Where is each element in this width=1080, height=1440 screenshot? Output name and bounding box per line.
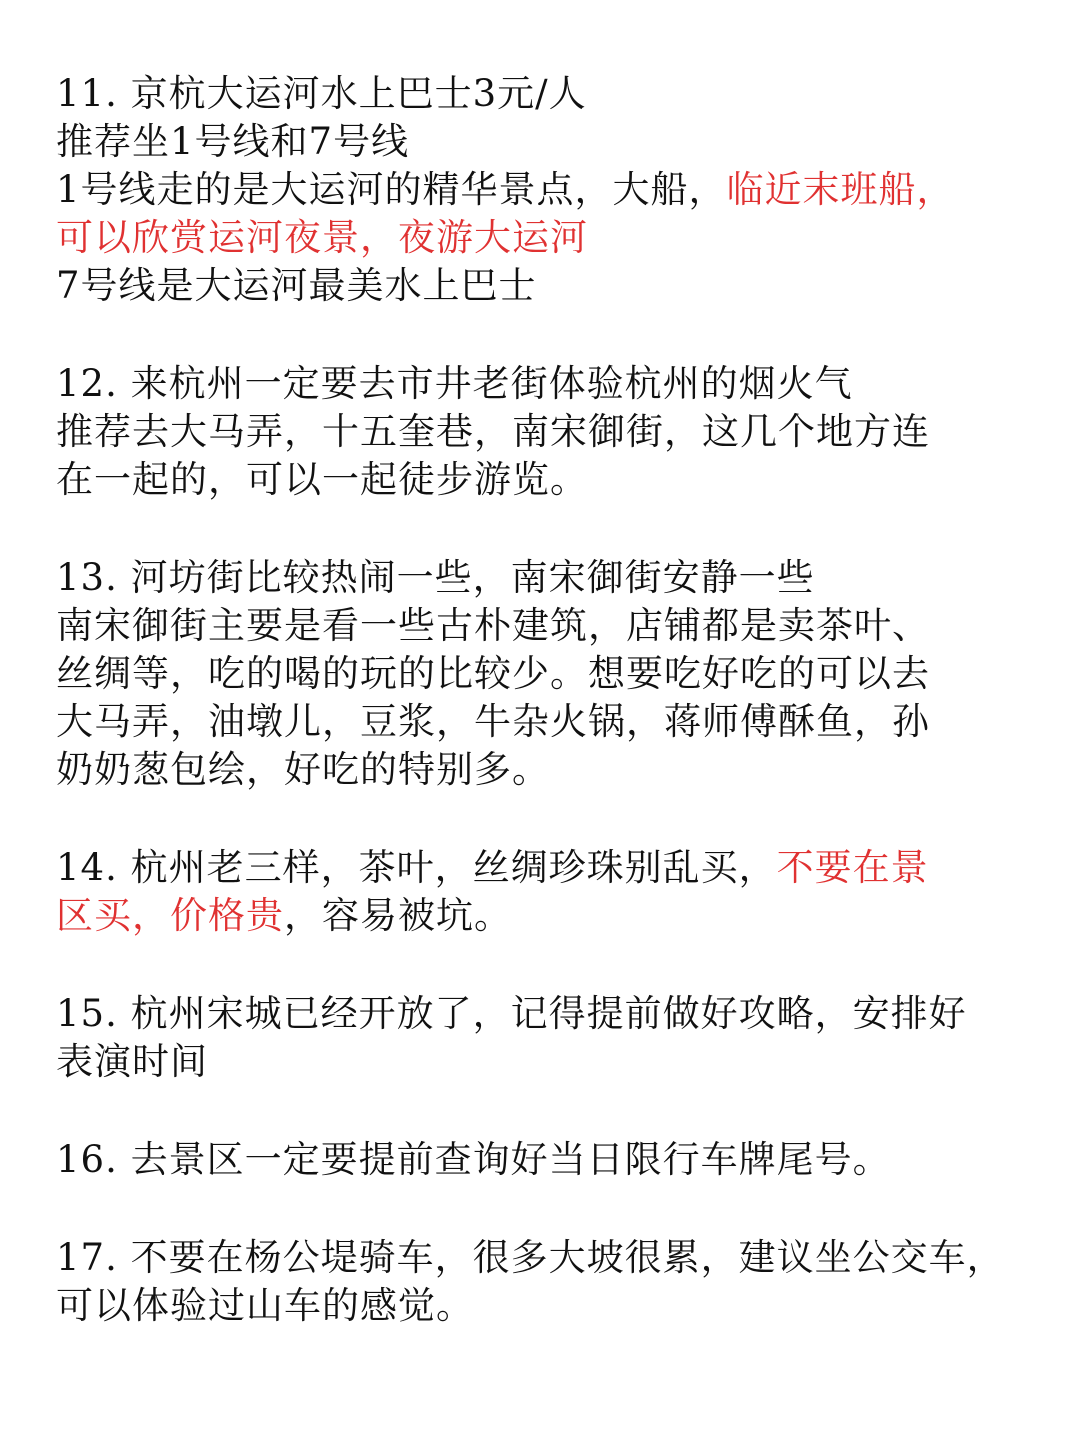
text-line [56,650,1046,698]
text-line [56,1234,1046,1282]
text-line [56,698,1046,746]
text-line [56,844,1046,892]
document-body [56,70,1046,1380]
body-text: 表演时间 [56,1040,208,1083]
tip-paragraph [56,844,1046,940]
body-text: 推荐坐1号线和7号线 [56,120,410,163]
body-text: 11. 京杭大运河水上巴士3元/人 [56,72,587,115]
highlight-text: 区买，价格贵 [56,894,284,937]
body-text: 大马弄，油墩儿，豆浆，牛杂火锅，蒋师傅酥鱼，孙 [56,700,930,743]
text-line [56,554,1046,602]
body-text: ，容易被坑。 [284,894,512,937]
text-line [56,360,1046,408]
text-line [56,456,1046,504]
body-text: 15. 杭州宋城已经开放了，记得提前做好攻略，安排好 [56,992,967,1035]
body-text: 16. 去景区一定要提前查询好当日限行车牌尾号。 [56,1138,891,1181]
body-text: 奶奶葱包绘，好吃的特别多。 [56,748,550,791]
text-line [56,408,1046,456]
tip-paragraph [56,360,1046,504]
text-line [56,118,1046,166]
tip-paragraph [56,990,1046,1086]
body-text: 可以体验过山车的感觉。 [56,1284,474,1327]
body-text: 12. 来杭州一定要去市井老街体验杭州的烟火气 [56,362,853,405]
highlight-text: 不要在景 [776,846,929,889]
tip-paragraph [56,1136,1046,1184]
text-line [56,892,1046,940]
body-text: 丝绸等，吃的喝的玩的比较少。想要吃好吃的可以去 [56,652,930,695]
text-line [56,602,1046,650]
text-line [56,990,1046,1038]
body-text: 南宋御街主要是看一些古朴建筑，店铺都是卖茶叶、 [56,604,930,647]
text-line [56,262,1046,310]
tip-paragraph [56,1234,1046,1330]
body-text: 13. 河坊街比较热闹一些，南宋御街安静一些 [56,556,815,599]
text-line [56,214,1046,262]
text-line [56,70,1046,118]
text-line [56,1038,1046,1086]
highlight-text: 可以欣赏运河夜景，夜游大运河 [56,216,588,259]
highlight-text: 临近末班船， [726,168,955,211]
body-text: 在一起的，可以一起徒步游览。 [56,458,588,501]
tip-paragraph [56,554,1046,794]
text-line [56,746,1046,794]
body-text: 推荐去大马弄，十五奎巷，南宋御街，这几个地方连 [56,410,930,453]
text-line [56,1136,1046,1184]
text-line [56,1282,1046,1330]
body-text: 1号线走的是大运河的精华景点，大船， [56,168,727,211]
body-text: 17. 不要在杨公堤骑车，很多大坡很累，建议坐公交车， [56,1236,1005,1279]
body-text: 14. 杭州老三样，茶叶，丝绸珍珠别乱买， [56,846,777,889]
tip-paragraph [56,70,1046,310]
text-line [56,166,1046,214]
body-text: 7号线是大运河最美水上巴士 [56,264,537,307]
